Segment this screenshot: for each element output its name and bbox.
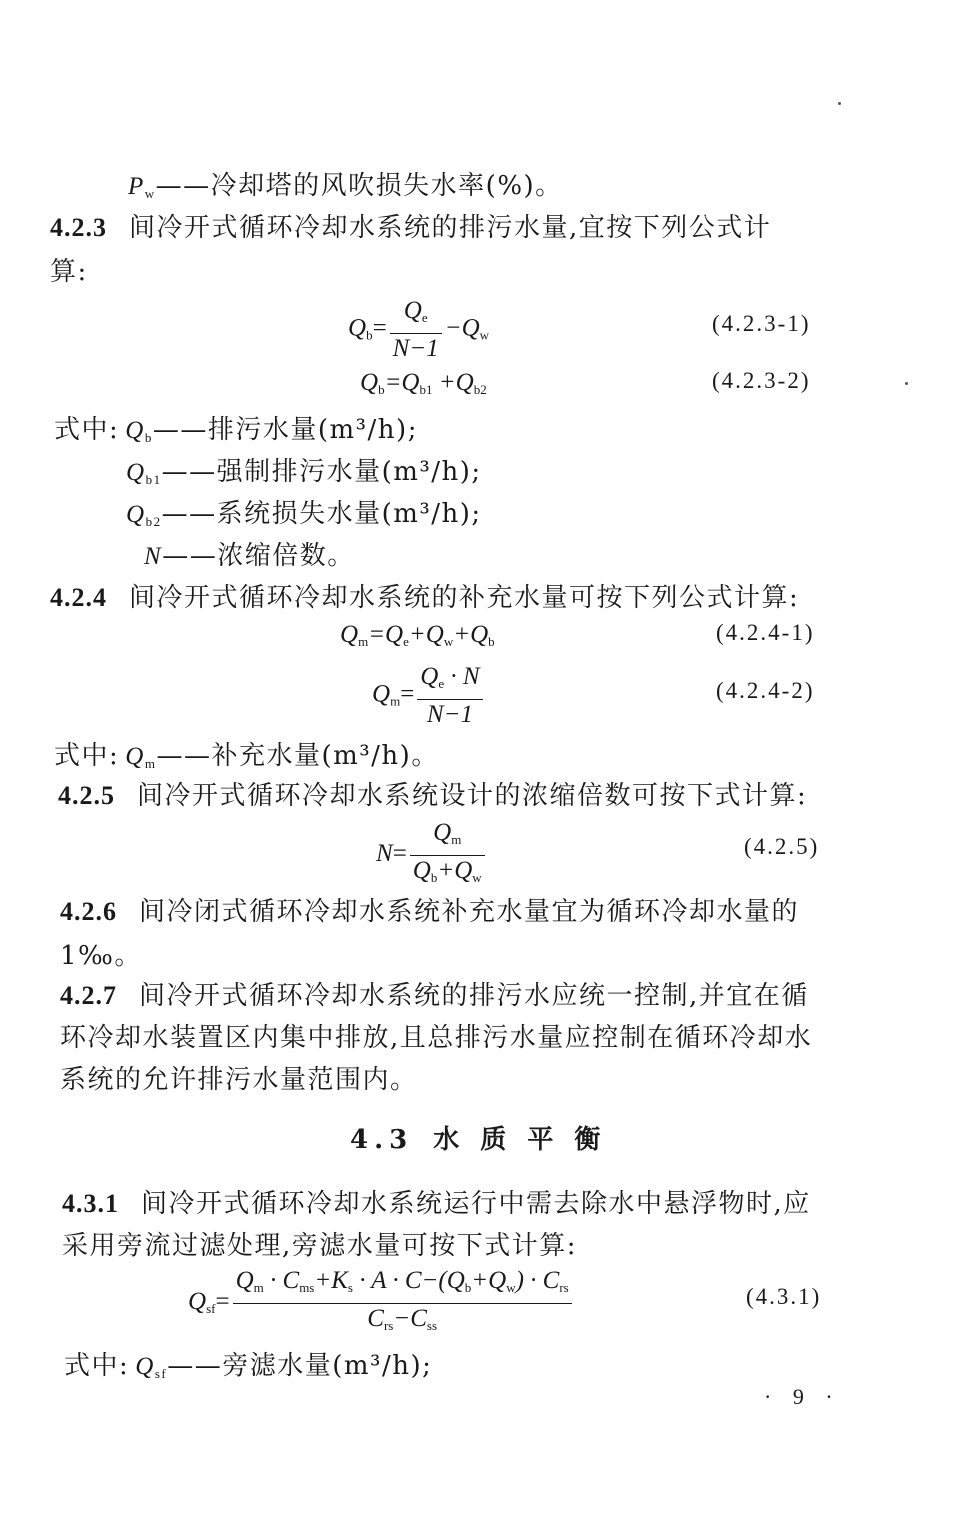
clause-number: 4.2.4	[50, 583, 107, 612]
clause-number: 4.2.5	[58, 781, 115, 810]
scan-speck	[838, 102, 841, 105]
clause-4-2-6: 4.2.6 间冷闭式循环冷却水系统补充水量宜为循环冷却水量的	[60, 897, 800, 927]
definition-pw: $P_w——$冷却塔的风吹损失水率(%)。	[128, 171, 563, 201]
clause-4-2-7-cont: 系统的允许排污水量范围内。	[60, 1065, 418, 1095]
scan-speck	[905, 382, 908, 385]
definition-qb2: $Q_{b2}——$系统损失水量(m³/h);	[126, 499, 482, 529]
equation-4-2-5: N= $\frac{Q_m}{Q_b+Q_w}$	[376, 818, 488, 893]
definition-qsf: 式中: $Q_{sf}——$旁滤水量(m³/h);	[64, 1351, 433, 1381]
clause-4-3-1-cont: 采用旁流过滤处理,旁滤水量可按下式计算:	[62, 1231, 578, 1261]
clause-4-2-7-cont: 环冷却水装置区内集中排放,且总排污水量应控制在循环冷却水	[60, 1023, 813, 1053]
equation-label: (4.2.5)	[744, 834, 820, 859]
clause-number: 4.2.7	[60, 981, 117, 1010]
equation-label: (4.2.3-1)	[712, 311, 811, 336]
equation-label: (4.2.4-2)	[716, 678, 815, 703]
clause-number: 4.3.1	[62, 1189, 119, 1218]
equation-label: (4.2.3-2)	[712, 368, 811, 393]
definition-qb1: $Q_{b1}——$强制排污水量(m³/h);	[126, 457, 482, 487]
clause-4-2-3: 4.2.3 间冷开式循环冷却水系统的排污水量,宜按下列公式计	[50, 213, 772, 243]
definition-n: N——浓缩倍数。	[144, 541, 355, 571]
clause-4-3-1: 4.3.1 间冷开式循环冷却水系统运行中需去除水中悬浮物时,应	[62, 1189, 811, 1219]
clause-4-2-4: 4.2.4 间冷开式循环冷却水系统的补充水量可按下列公式计算:	[50, 583, 800, 613]
equation-4-2-4-2: $Q_m=$ $\frac{Q_e \cdot N}{N-1}$	[372, 662, 486, 730]
equation-label: (4.2.4-1)	[716, 620, 815, 645]
equation-4-3-1: $Q_{sf}=$ $\frac{Q_m \cdot C_{ms}+K_s \cdot A \cdot C-(Q_b+Q_w) \cdot C_{rs}}{C_{rs}-C_{ss}}$	[188, 1266, 575, 1341]
equation-label: (4.3.1)	[746, 1284, 822, 1309]
clause-number: 4.2.6	[60, 897, 117, 926]
definition-qm: 式中: $Q_m——$补充水量(m³/h)。	[54, 741, 439, 771]
equation-4-2-3-2: $Q_b=Q_{b1} +Q_{b2}$	[360, 369, 487, 397]
clause-number: 4.2.3	[50, 213, 107, 242]
clause-4-2-5: 4.2.5 间冷开式循环冷却水系统设计的浓缩倍数可按下式计算:	[58, 781, 808, 811]
clause-4-2-6-cont: 1‰。	[60, 941, 142, 971]
section-heading: 4.3 水 质 平 衡	[350, 1125, 607, 1155]
clause-4-2-3-cont: 算:	[50, 257, 88, 287]
equation-4-2-4-1: $Q_m=Q_e+Q_w+Q_b$	[340, 621, 495, 649]
definition-qb: 式中: $Q_b——$排污水量(m³/h);	[54, 415, 418, 445]
equation-4-2-3-1: $Q_b=$ $\frac{Q_e}{N-1}$ $-Q_w$	[348, 297, 490, 362]
clause-4-2-7: 4.2.7 间冷开式循环冷却水系统的排污水应统一控制,并宜在循	[60, 981, 809, 1011]
page-number: · 9 ·	[764, 1384, 841, 1409]
